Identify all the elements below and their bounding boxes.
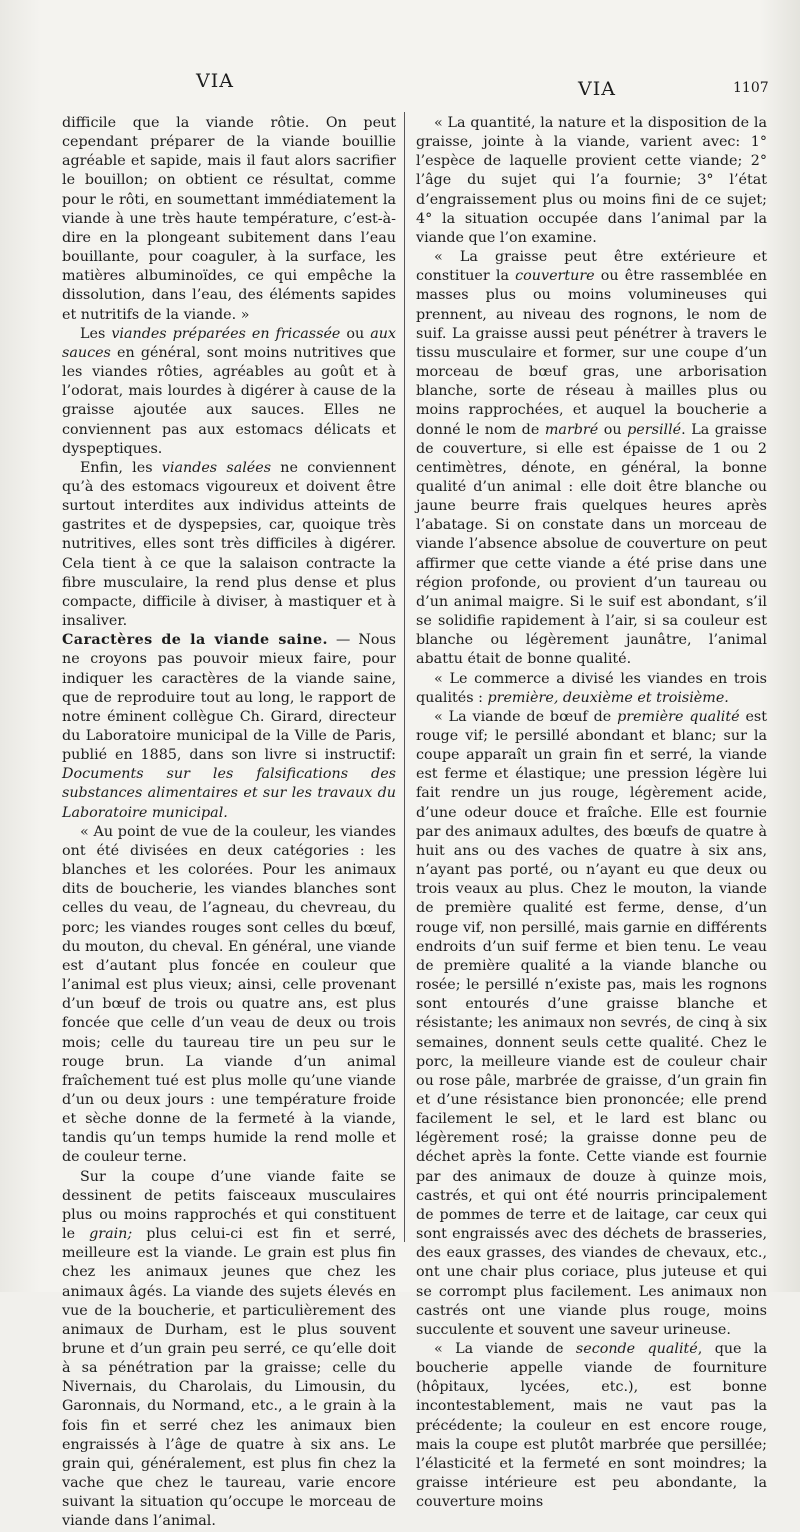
paragraph	[416, 1340, 767, 1512]
paragraph	[62, 1168, 396, 1532]
italic-term: première qualité	[617, 708, 740, 725]
italic-term: seconde qualité	[575, 1341, 698, 1357]
paragraph-text: est rouge vif; le persillé abondant et blanc; sur la coupe apparaît un grain fin et serré, la viande est ferme et élastique; une pression légère lui fait rendre un jus rouge, légèrement acide, d’une odeur douce et fraîche. Elle est fournie par des animaux adultes, des bœufs de quatre à huit ans ou des vaches de quatre à six ans, n’ayant pas porté, ou n’ayant eu que deux ou trois veaux au plus. Chez le mouton, la viande de première qualité est ferme, dense, d’un rouge vif, non persillé, mais garnie en différents endroits d’un suif ferme et bien tenu. Le veau de première qualité a la viande blanche ou rosée; le persillé n’existe pas, mais les rognons sont entourés d’une graisse blanche et résistante; les animaux non sevrés, de cinq à six semaines, donnent seuls cette qualité. Chez le porc, la meilleure viande est de couleur chair ou rose pâle, marbrée de graisse, d’un grain fin et d’une résistance bien prononcée; elle prend facilement le sel, et le lard est blanc ou légèrement rosé; la graisse donne peu de déchet après la fonte. Cette viande est fournie par des animaux de douze à quinze mois, castrés, et qui ont été nourris principalement de pommes de terre et de laitage, car ceux qui sont engraissés avec des déchets de brasseries, des eaux grasses, des viandes de chevaux, etc., ont une chair plus coriace, plus juteuse et qui se corrompt plus facilement. Les animaux non castrés ont une viande plus rouge, moins succulente et souvent une saveur urineuse.	[416, 708, 767, 1338]
right-column	[416, 114, 767, 1512]
paragraph-text: en général, sont moins nutritives que les viandes rôties, agréables au goût et à l’odorat, mais lourdes à digérer à cause de la graisse ajoutée aux sauces. Elles ne conviennent pas aux estomacs délicats et dyspeptiques.	[62, 344, 396, 457]
paragraph-text: ou	[340, 325, 371, 342]
paragraph-text: , que la boucherie appelle viande de fourniture (hôpitaux, lycées, etc.), est bonne incontestablement, mais ne vaut pas la précédente; la couleur en est encore rouge, mais la coupe est plutôt marbrée que persillée; l’élasticité et la fermeté en sont moindres; la graisse intérieure est peu abondante, la couverture moins	[416, 1341, 767, 1511]
paragraph-text: Les	[80, 325, 112, 342]
italic-term: grain;	[89, 1226, 133, 1243]
italic-term: couverture	[515, 268, 595, 285]
paragraph-text: plus celui-ci est fin et serré, meilleure est la viande. Le grain est plus fin chez les animaux jeunes que chez les animaux âgés. La viande des sujets élevés en vue de la boucherie, et particulièrement des animaux de Durham, est le plus souvent brune et d’un grain peu serré, ce qu’elle doit à sa pénétration par la graisse; celle du Nivernais, du Charolais, du Limousin, du Garonnais, du Normand, etc., a le grain à la fois fin et serré chez les animaux bien engraissés à l’âge de quatre à six ans. Le grain qui, généralement, est plus fin chez la vache que chez le taureau, varie encore suivant la situation qu’occupe le morceau de viande dans l’animal.	[62, 1226, 397, 1530]
running-header	[0, 70, 800, 100]
header-right-title: VIA	[578, 78, 616, 100]
paragraph-text: ne conviennent qu’à des estomacs vigoureux et doivent être surtout interdites aux individus atteints de gastrites et de dyspepsies, car, quoique très nutritives, elles sont très difficiles à digérer. Cela tient à ce que la salaison contracte la fibre musculaire, la rend plus dense et plus compacte, difficile à diviser, à mastiquer et à insaliver.	[62, 459, 396, 630]
paragraph	[416, 670, 767, 708]
paragraph-text: « La graisse peut être extérieure et constituer la	[416, 249, 767, 285]
paragraph-text: « La viande de	[434, 1341, 576, 1357]
paragraph	[416, 708, 767, 1340]
paragraph	[62, 459, 396, 631]
section-heading: Caractères de la viande saine.	[62, 632, 328, 649]
section-paragraph	[62, 631, 396, 823]
paragraph-text: ou	[598, 421, 628, 438]
paragraph-text: « Au point de vue de la couleur, les viandes ont été divisées en deux catégories : les blanches et les colorées. Pour les animaux dits de boucherie, les viandes blanches sont celles du veau, de l’agneau, du chevreau, du porc; les viandes rouges sont celles du bœuf, du mouton, du cheval. En général, une viande est d’autant plus foncée en couleur que l’animal est plus vieux; ainsi, celle provenant d’un bœuf de trois ou quatre ans, est plus foncée que celle d’un veau de deux ou trois mois; celle du taureau tire un peu sur le rouge brun. La viande d’un animal fraîchement tué est plus molle qu’une viande d’un ou deux jours : une température froide et sèche donne de la fermeté à la viande, tandis qu’un temps humide la rend molle et de couleur terne.	[62, 823, 396, 1166]
paragraph-text: « La quantité, la nature et la disposition de la graisse, jointe à la viande, varient avec: 1° l’espèce de laquelle provient cette viande; 2° l’âge du sujet qui l’a fournie; 3° l’état d’engraissement plus ou moins fini de ce sujet; 4° la situation occupée dans l’animal par la viande que l’on examine.	[416, 115, 767, 246]
italic-term: marbré	[544, 421, 599, 438]
paragraph	[62, 114, 396, 325]
column-divider	[404, 112, 405, 1242]
italic-term: persillé	[627, 421, 682, 438]
left-column	[62, 114, 396, 1532]
paragraph	[62, 325, 396, 459]
paragraph-text: . La graisse de couverture, si elle est épaisse de 1 ou 2 centimètres, dénote, en général, la bonne qualité d’un animal : elle doit être blanche ou jaune beurre frais quelques heures après l’abatage. Si on constate dans un morceau de viande l’absence absolue de couverture on peut affirmer que cette viande a été prise dans une région profonde, ou provient d’un taureau ou d’un animal maigre. Si le suif est abondant, s’il se solidifie rapidement à l’air, si sa couleur est blanche ou légèrement jaunâtre, l’animal abattu était de bonne qualité.	[416, 421, 768, 668]
italic-term: aux sauces	[62, 325, 396, 361]
italic-term: première, deuxième et troisième.	[487, 689, 729, 706]
header-left-title: VIA	[196, 70, 234, 92]
paragraph	[416, 248, 767, 669]
paragraph-text: Sur la coupe d’une viande faite se dessinent de petits faisceaux musculaires plus ou moins rapprochés et qui constituent le	[62, 1168, 396, 1243]
paragraph-text: « Le commerce a divisé les viandes en trois qualités :	[416, 670, 767, 706]
italic-term: viandes salées	[161, 459, 272, 476]
paragraph	[62, 823, 396, 1168]
paragraph-text: « La viande de bœuf de	[434, 708, 618, 725]
italic-term: viandes préparées en fricassée	[111, 325, 341, 342]
page-number: 1107	[733, 80, 769, 96]
paragraph-text: — Nous ne croyons pas pouvoir mieux faire, pour indiquer les caractères de la viande saine, que de reproduire tout au long, le rapport de notre éminent collègue Ch. Girard, directeur du Laboratoire municipal de la Ville de Paris, publié en 1885, dans son livre si instructif:	[62, 632, 396, 764]
paragraph	[416, 114, 767, 248]
paragraph-text: difficile que la viande rôtie. On peut cependant préparer de la viande bouillie agréable et sapide, mais il faut alors sacrifier le bouillon; on obtient ce résultat, comme pour le rôti, en soumettant immédiatement la viande à une très haute température, c’est-à-dire en la plongeant subitement dans l’eau bouillante, pour coaguler, à la surface, les matières albuminoïdes, ce qui empêche la dissolution, dans l’eau, des éléments sapides et nutritifs de la viande. »	[62, 115, 396, 323]
paragraph-text: ou être rassemblée en masses plus ou moins volumineuses qui prennent, au niveau des rognons, le nom de suif. La graisse aussi peut pénétrer à travers le tissu musculaire et former, sur une coupe d’un morceau de bœuf gras, une arborisation blanche, sorte de réseau à mailles plus ou moins rapprochées, et auquel la boucherie a donné le nom de	[416, 268, 767, 438]
italic-citation: Documents sur les falsifications des substances alimentaires et sur les travaux du Laboratoire municipal.	[62, 766, 396, 821]
paragraph-text: Enfin, les	[80, 459, 162, 476]
